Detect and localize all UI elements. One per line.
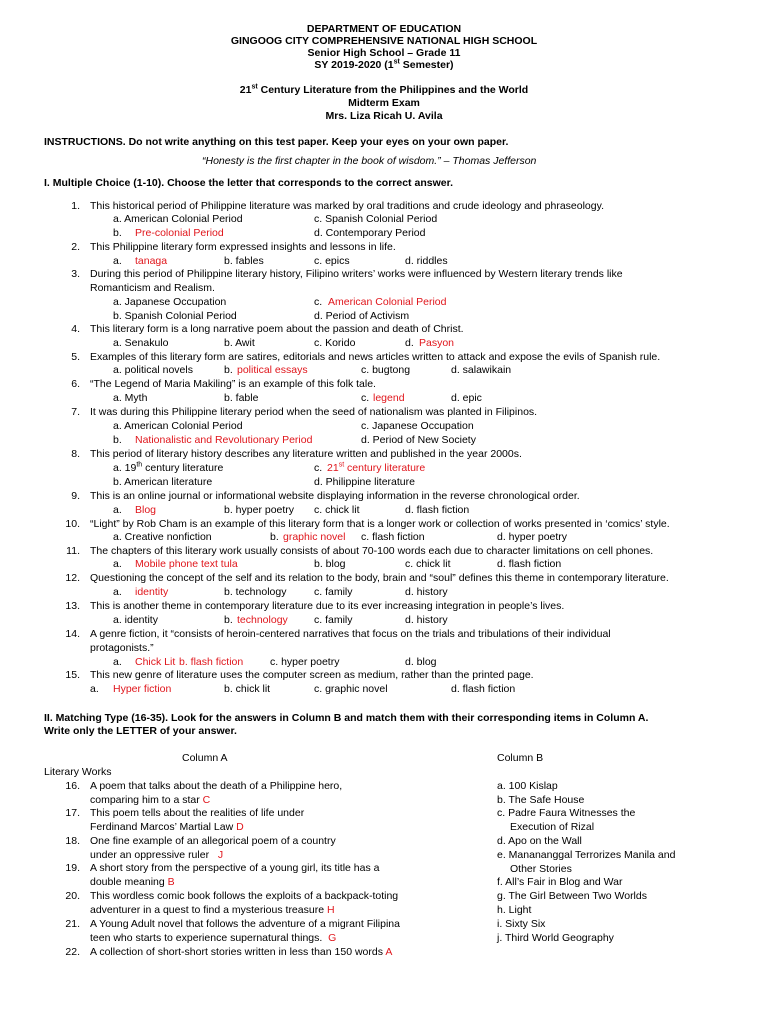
option: a. American Colonial Period [113, 420, 243, 432]
option: c. family [314, 614, 353, 626]
department-title: DEPARTMENT OF EDUCATION [306, 23, 462, 35]
item-answer: G [328, 932, 337, 944]
choice-item: g. The Girl Between Two Worlds [497, 890, 647, 902]
correct-option: 21st century literature [327, 461, 426, 474]
option: d. history [405, 614, 448, 626]
correct-option: political essays [237, 364, 308, 376]
option-label: b. [113, 227, 122, 239]
option-label: b. [224, 364, 233, 376]
grade-level: Senior High School – Grade 11 [307, 47, 461, 59]
item-answer: H [326, 904, 335, 916]
question-number: 3. [71, 268, 80, 280]
option: c. chick lit [314, 504, 360, 516]
category-label: Literary Works [44, 766, 112, 778]
exam-name: Midterm Exam [348, 97, 420, 109]
option: d. history [405, 586, 448, 598]
correct-option: tanaga [135, 255, 168, 267]
option: c. flash fiction [361, 531, 425, 543]
option: d. flash fiction [451, 683, 516, 695]
question-number: 10. [65, 518, 80, 530]
option: a. Myth [113, 392, 148, 404]
question-number: 6. [71, 378, 80, 390]
item-text: A poem that talks about the death of a Philippine hero, [90, 780, 343, 792]
option: a. American Colonial Period [113, 213, 243, 225]
item-answer: B [167, 876, 175, 888]
correct-option: graphic novel [283, 531, 346, 543]
option-label: b. [224, 614, 233, 626]
item-number: 19. [65, 862, 80, 874]
correct-option: Nationalistic and Revolutionary Period [135, 434, 313, 446]
item-number: 16. [65, 780, 80, 792]
subject-title: 21st Century Literature from the Philippines and the World [239, 83, 529, 96]
question-number: 9. [71, 490, 80, 502]
item-text-cont: teen who starts to experience supernatural things. G [90, 932, 337, 944]
option-label: a. [113, 586, 122, 598]
question-number: 2. [71, 241, 80, 253]
choice-item: h. Light [497, 904, 532, 916]
option: b. blog [314, 558, 346, 570]
option-label: c. [314, 296, 323, 308]
item-answer: D [236, 821, 244, 833]
option-label: a. [113, 255, 122, 267]
question-text: This is another theme in contemporary literature due to its ever increasing integration in people’s lives. [90, 600, 565, 612]
option: a. identity [113, 614, 158, 626]
question-text: This historical period of Philippine literature was marked by oral traditions and crude ideology and phraseology. [90, 200, 605, 212]
option: b. American literature [113, 476, 213, 488]
correct-option: identity [135, 586, 169, 598]
choice-item: a. 100 Kislap [497, 780, 558, 792]
correct-option: Hyper fiction [113, 683, 172, 695]
instructions: INSTRUCTIONS. Do not write anything on this test paper. Keep your eyes on your own paper. [44, 136, 509, 148]
question-text: This is an online journal or informational website displaying information in the reverse chronological order. [90, 490, 580, 502]
option-label: a. [113, 558, 122, 570]
item-text-cont: Ferdinand Marcos’ Martial Law D [90, 821, 244, 833]
question-text: The chapters of this literary work usually consists of about 70-100 words each due to character limitations on cell phones. [90, 545, 654, 557]
option-label: a. [113, 504, 122, 516]
item-text-cont: under an oppressive ruler J [90, 849, 224, 861]
correct-option: Mobile phone text tula [135, 558, 238, 570]
option: c. graphic novel [314, 683, 388, 695]
option: a. Senakulo [113, 337, 169, 349]
choice-item: d. Apo on the Wall [497, 835, 582, 847]
item-number: 18. [65, 835, 80, 847]
section-1-title: I. Multiple Choice (1-10). Choose the letter that corresponds to the correct answer. [44, 177, 453, 189]
question-number: 14. [65, 628, 80, 640]
item-answer: J [217, 849, 224, 861]
question-text: “Light” by Rob Cham is an example of this literary form that is a longer work or collection of works presented in ‘comics’ style. [90, 518, 670, 530]
option: b. technology [224, 586, 287, 598]
option-label: d. [405, 337, 414, 349]
option-label: a. [90, 683, 99, 695]
correct-option: Pre-colonial Period [135, 227, 224, 239]
option: c. epics [314, 255, 350, 267]
option: c. bugtong [361, 364, 411, 376]
question-number: 11. [66, 545, 80, 557]
option: a. Creative nonfiction [113, 531, 212, 543]
question-number: 13. [65, 600, 80, 612]
question-number: 1. [71, 200, 80, 212]
question-text: This Philippine literary form expressed insights and lessons in life. [90, 241, 396, 253]
school-year: SY 2019-2020 (1st Semester) [314, 58, 454, 71]
option: c. family [314, 586, 353, 598]
choice-item: b. The Safe House [497, 794, 585, 806]
item-text-cont: double meaning B [90, 876, 175, 888]
item-number: 17. [65, 807, 80, 819]
column-b-header: Column B [497, 752, 544, 764]
question-number: 15. [65, 669, 80, 681]
correct-option: Blog [135, 504, 157, 516]
question-text: This new genre of literature uses the computer screen as medium, rather than the printed page. [90, 669, 534, 681]
question-text-cont: protagonists.” [90, 642, 154, 654]
correct-option: Chick Lit [135, 656, 176, 668]
column-a-header: Column A [182, 752, 228, 764]
section-2-subtitle: Write only the LETTER of your answer. [44, 725, 237, 737]
item-text: This poem tells about the realities of life under [90, 807, 305, 819]
question-number: 4. [71, 323, 80, 335]
question-number: 5. [71, 351, 80, 363]
option-label: b. [113, 434, 122, 446]
question-text: During this period of Philippine literary history, Filipino writers’ works were influenced by Western literary trends like [90, 268, 623, 280]
option: d. epic [451, 392, 482, 404]
correct-option: Pasyon [419, 337, 455, 349]
item-text: A short story from the perspective of a young girl, its title has a [90, 862, 380, 874]
option: b. Awit [224, 337, 255, 349]
option: c. chick lit [405, 558, 451, 570]
item-text: A collection of short-short stories written in less than 150 words A [90, 946, 393, 958]
item-text-cont: comparing him to a star C [90, 794, 211, 806]
choice-item: i. Sixty Six [497, 918, 546, 930]
question-text: Examples of this literary form are satires, editorials and news articles written to attack and expose the evils of Spanish rule. [90, 351, 661, 363]
item-answer: C [202, 794, 211, 806]
option: d. riddles [405, 255, 448, 267]
option-label: c. [314, 462, 323, 474]
option: a. 19th century literature [113, 461, 224, 474]
question-text: This literary form is a long narrative poem about the passion and death of Christ. [90, 323, 464, 335]
question-number: 8. [71, 448, 80, 460]
option-label: b. [270, 531, 279, 543]
item-text: One fine example of an allegorical poem of a country [90, 835, 336, 847]
option: c. hyper poetry [270, 656, 340, 668]
option: a. Japanese Occupation [113, 296, 227, 308]
question-text: “The Legend of Maria Makiling” is an example of this folk tale. [90, 378, 376, 390]
choice-item: c. Padre Faura Witnesses the [497, 807, 636, 819]
option: d. blog [405, 656, 437, 668]
option: a. political novels [113, 364, 193, 376]
option: d. Period of Activism [314, 310, 410, 322]
option: b. flash fiction [179, 656, 244, 668]
option: c. Korido [314, 337, 356, 349]
option-label: a. [113, 656, 122, 668]
question-number: 7. [71, 406, 80, 418]
option: c. Spanish Colonial Period [314, 213, 438, 225]
option: d. Period of New Society [361, 434, 476, 446]
option: c. Japanese Occupation [361, 420, 474, 432]
choice-item: j. Third World Geography [497, 932, 614, 944]
option: d. Philippine literature [314, 476, 415, 488]
item-text: This wordless comic book follows the exploits of a backpack-toting [90, 890, 399, 902]
question-text-cont: Romanticism and Realism. [90, 282, 215, 294]
section-2-title: II. Matching Type (16-35). Look for the answers in Column B and match them with their corresponding items in Column A. [44, 712, 649, 724]
choice-item: e. Manananggal Terrorizes Manila and [497, 849, 676, 861]
option: d. flash fiction [497, 558, 562, 570]
quote: “Honesty is the first chapter in the book of wisdom.” – Thomas Jefferson [202, 155, 537, 167]
item-answer: A [385, 946, 393, 958]
choice-item-cont: Other Stories [510, 863, 572, 875]
option: b. Spanish Colonial Period [113, 310, 237, 322]
option: b. hyper poetry [224, 504, 295, 516]
correct-option: legend [373, 392, 405, 404]
option: b. fables [224, 255, 264, 267]
item-text: A Young Adult novel that follows the adventure of a migrant Filipina [90, 918, 400, 930]
teacher-name: Mrs. Liza Ricah U. Avila [325, 110, 443, 122]
question-text: Questioning the concept of the self and its relation to the body, brain and “soul” defines this theme in contemporary literature. [90, 572, 669, 584]
option-label: c. [361, 392, 370, 404]
choice-item-cont: Execution of Rizal [510, 821, 595, 833]
item-number: 20. [65, 890, 80, 902]
question-text: This period of literary history describes any literature written and published in the year 2000s. [90, 448, 522, 460]
item-text-cont: adventurer in a quest to find a mysterious treasure H [90, 904, 335, 916]
choice-item: f. All’s Fair in Blog and War [497, 876, 623, 888]
correct-option: American Colonial Period [328, 296, 447, 308]
question-number: 12. [65, 572, 80, 584]
option: b. fable [224, 392, 259, 404]
correct-option: technology [237, 614, 288, 626]
question-text: A genre fiction, it “consists of heroin-centered narratives that focus on the trials and tribulations of their individual [90, 628, 611, 640]
option: d. flash fiction [405, 504, 470, 516]
option: d. Contemporary Period [314, 227, 426, 239]
item-number: 22. [65, 946, 80, 958]
option: b. chick lit [224, 683, 271, 695]
question-text: It was during this Philippine literary period when the seed of nationalism was planted in Filipinos. [90, 406, 538, 418]
item-number: 21. [65, 918, 80, 930]
school-name: GINGOOG CITY COMPREHENSIVE NATIONAL HIGH SCHOOL [230, 35, 538, 47]
option: d. salawikain [451, 364, 512, 376]
option: d. hyper poetry [497, 531, 568, 543]
